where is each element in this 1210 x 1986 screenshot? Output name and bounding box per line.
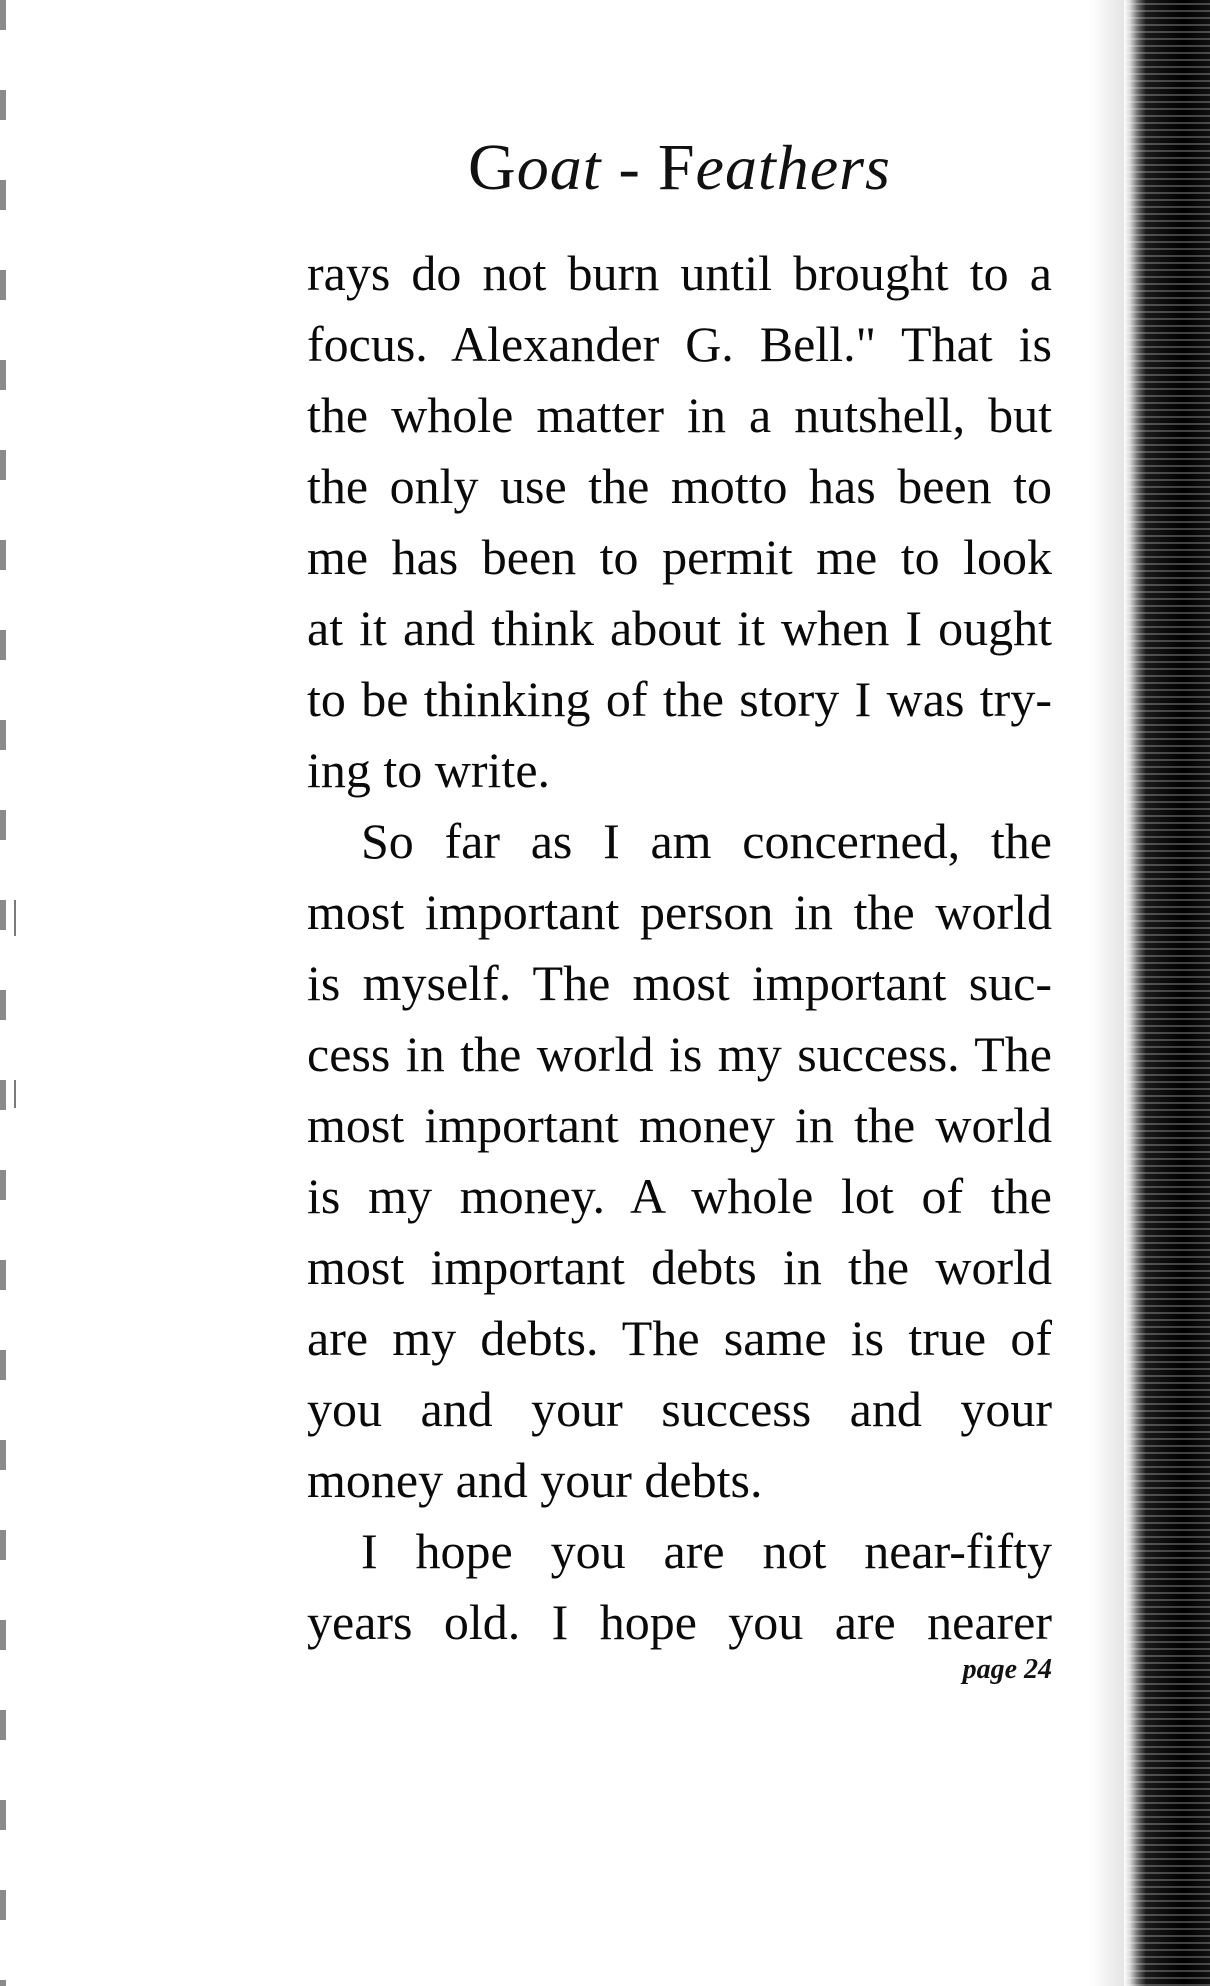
page-number: page 24: [962, 1654, 1052, 1685]
left-margin-mark: [14, 1080, 16, 1108]
text-line: rays do not burn until brought to a: [307, 245, 1052, 301]
running-head-feathers-rest: eathers: [695, 132, 891, 203]
body-text: [307, 238, 1052, 1658]
running-head-goat-rest: oat: [516, 132, 602, 203]
text-line: I hope you are not near-fifty: [361, 1523, 1052, 1579]
text-line: most important person in the world: [307, 884, 1052, 940]
text-line: ing to write.: [307, 742, 551, 798]
running-head: [307, 130, 1052, 206]
text-line: cess in the world is my success. The: [307, 1026, 1052, 1082]
text-line: most important debts in the world: [307, 1239, 1052, 1295]
text-line: is myself. The most important suc-: [307, 955, 1052, 1011]
text-line: money and your debts.: [307, 1452, 763, 1508]
text-line: the only use the motto has been to: [307, 458, 1052, 514]
text-line: are my debts. The same is true of: [307, 1310, 1052, 1366]
page-left-edge: [0, 0, 6, 1986]
running-head-feathers-initial: F: [657, 131, 696, 204]
running-head-separator: -: [601, 132, 658, 203]
page-binding-edge: [1124, 0, 1210, 1986]
text-line: focus. Alexander G. Bell." That is: [307, 316, 1052, 372]
text-line: to be thinking of the story I was try-: [307, 671, 1052, 727]
text-line: is my money. A whole lot of the: [307, 1168, 1052, 1224]
left-margin-mark: [14, 900, 16, 936]
text-line: most important money in the world: [307, 1097, 1052, 1153]
text-line: me has been to permit me to look: [307, 529, 1052, 585]
text-line: years old. I hope you are nearer: [307, 1594, 1052, 1650]
text-line: at it and think about it when I ought: [307, 600, 1052, 656]
text-line: the whole matter in a nutshell, but: [307, 387, 1052, 443]
running-head-goat-initial: G: [468, 131, 517, 204]
text-line: So far as I am concerned, the: [361, 813, 1052, 869]
text-line: you and your success and your: [307, 1381, 1052, 1437]
